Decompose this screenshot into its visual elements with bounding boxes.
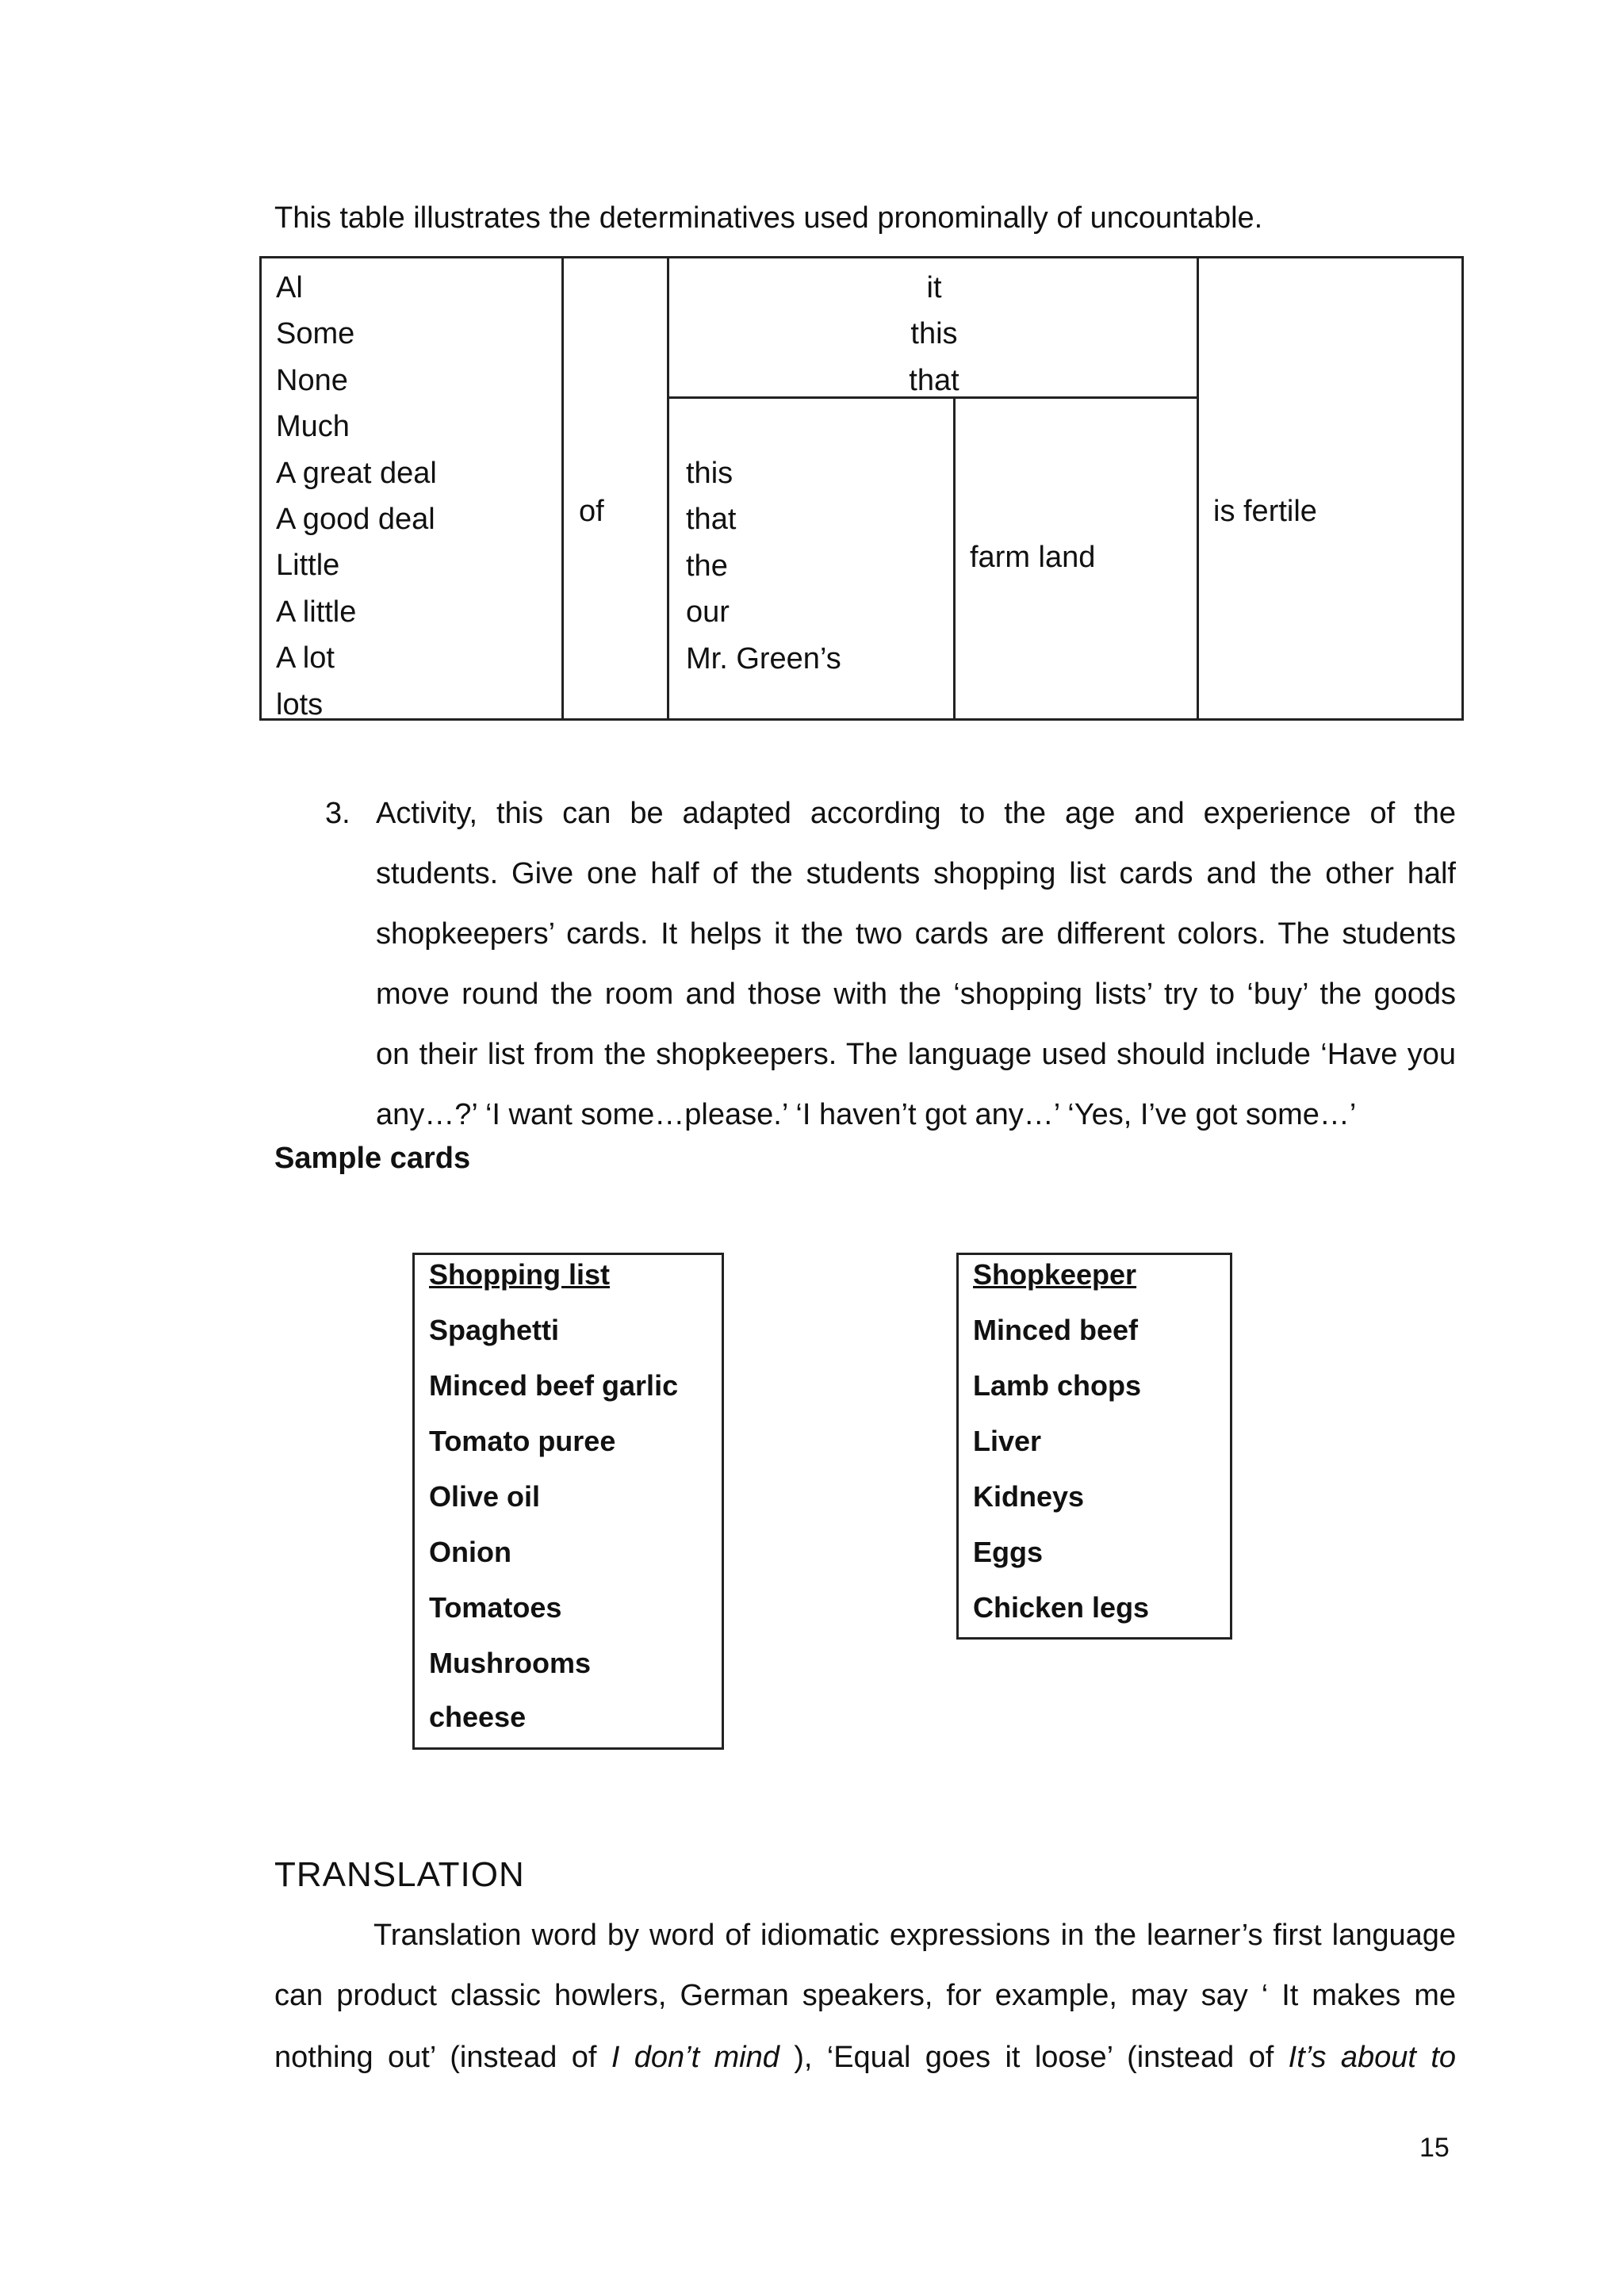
table-cell: A great deal [276,456,437,490]
text-line: students. Give one half of the students shopping list cards and the other half [376,857,1456,890]
table-cell: our [686,595,730,629]
text-span: nothing out’ (instead of [274,2041,611,2074]
translation-heading: TRANSLATION [274,1855,525,1894]
table-divider [953,396,956,718]
table-cell: Some [276,317,355,351]
table-divider [561,258,564,718]
text-line: shopkeepers’ cards. It helps it the two cards are different colors. The students [376,917,1456,951]
shopkeeper-card [956,1253,1232,1640]
table-intro-text: This table illustrates the determinatives used pronominally of uncountable. [274,201,1263,235]
card-item: Minced beef garlic [429,1369,679,1402]
activity-number: 3. [325,797,350,830]
text-line: Activity, this can be adapted according to the age and experience of the [376,797,1456,830]
page-number: 15 [1419,2133,1450,2163]
activity-paragraph [376,783,1456,1145]
card-item: Liver [973,1425,1042,1457]
table-cell: Al [276,271,303,304]
shopping-list-card [412,1253,724,1750]
table-cell: the [686,549,728,583]
card-item: Tomato puree [429,1425,616,1457]
text-line: Translation word by word of idiomatic expressions in the learner’s first language [373,1919,1456,1952]
table-cell: lots [276,687,324,721]
card-item: Kidneys [973,1480,1085,1513]
table-cell: A good deal [276,503,435,537]
table-divider [1197,258,1199,718]
table-cell: this [686,457,733,490]
text-line: on their list from the shopkeepers. The language used should include ‘Have you [376,1038,1456,1071]
card-item: Lamb chops [973,1369,1142,1402]
table-divider [667,258,669,718]
table-cell: that [686,503,737,537]
italic-phrase: It’s about to [1288,2041,1457,2074]
card-item: Tomatoes [429,1591,562,1624]
translation-paragraph [274,1919,1456,2109]
card-item: Eggs [973,1536,1044,1568]
determinatives-table [259,256,1464,721]
table-cell: None [276,363,348,397]
table-cell: this [910,317,958,351]
table-cell: Mr. Green’s [686,641,841,675]
card-item: Mushrooms [429,1647,592,1679]
card-heading: Shopping list [429,1258,610,1291]
table-cell: Much [276,410,350,444]
predicate-cell: is fertile [1213,495,1317,528]
card-heading: Shopkeeper [973,1258,1137,1291]
quantifier-column [276,265,437,728]
card-item: cheese [429,1701,527,1733]
card-item: Olive oil [429,1480,541,1513]
italic-phrase: I don’t mind [611,2041,779,2074]
of-cell: of [579,495,604,528]
pronoun-column [672,265,1196,404]
table-cell: A lot [276,641,335,675]
card-item: Spaghetti [429,1314,560,1346]
determiner-column [686,450,841,682]
table-cell: A little [276,595,357,629]
sample-cards-title: Sample cards [274,1142,471,1175]
card-item: Minced beef [973,1314,1139,1346]
noun-cell: farm land [970,541,1096,574]
text-span: ), ‘Equal goes it loose’ (instead of [794,2041,1289,2074]
text-line: move round the room and those with the ‘shopping lists’ try to ‘buy’ the goods [376,978,1456,1011]
text-line [274,2041,1456,2075]
text-line: can product classic howlers, German speakers, for example, may say ‘ It makes me [274,1979,1456,2012]
text-line: any…?’ ‘I want some…please.’ ‘I haven’t got any…’ ‘Yes, I’ve got some…’ [376,1098,1357,1131]
table-cell: that [909,363,959,397]
card-item: Chicken legs [973,1591,1150,1624]
table-cell: it [926,271,942,304]
card-item: Onion [429,1536,511,1568]
table-cell: Little [276,549,340,583]
